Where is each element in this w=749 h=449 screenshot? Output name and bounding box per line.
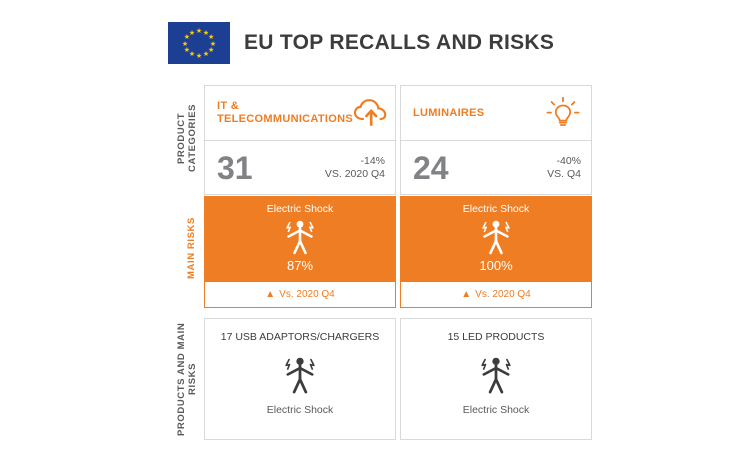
cloud-upload-icon — [353, 97, 389, 129]
main-risk-name: Electric Shock — [462, 203, 530, 215]
main-risk-name: Electric Shock — [266, 203, 334, 215]
product-card — [400, 318, 592, 440]
category-stats — [205, 141, 395, 195]
main-risk-band — [204, 196, 396, 282]
product-title: 17 USB ADAPTORS/CHARGERS — [220, 331, 380, 343]
electric-shock-icon — [285, 217, 315, 257]
category-delta-period: VS. Q4 — [547, 168, 581, 180]
main-risk-percentage: 100% — [479, 258, 513, 273]
page-title: EU TOP RECALLS AND RISKS — [244, 31, 555, 54]
category-delta-value: -14% — [360, 155, 385, 167]
electric-shock-icon — [284, 348, 316, 402]
eu-flag-icon: ★ ★ ★ ★ ★ ★ ★ ★ ★ ★ ★ ★ — [168, 22, 230, 64]
product-title: 15 LED PRODUCTS — [447, 331, 545, 343]
category-card — [204, 85, 396, 195]
category-delta-value: -40% — [556, 155, 581, 167]
category-count: 24 — [413, 150, 449, 186]
main-risk-percentage: 87% — [286, 258, 314, 273]
category-count: 31 — [217, 150, 253, 186]
header — [168, 22, 554, 64]
axis-label-products-and-main-risks: PRODUCTS AND MAIN RISKS — [176, 322, 198, 436]
category-delta-period: VS. 2020 Q4 — [324, 168, 385, 180]
trend-indicator — [400, 282, 592, 308]
arrow-up-icon: ▲ — [265, 288, 276, 300]
product-card — [204, 318, 396, 440]
electric-shock-icon — [481, 217, 511, 257]
category-name: LUMINAIRES — [413, 106, 485, 119]
category-name: IT & TELECOMMUNICATIONS — [217, 100, 353, 125]
axis-label-product-categories: PRODUCT CATEGORIES — [176, 103, 198, 173]
category-card — [400, 85, 592, 195]
trend-indicator — [204, 282, 396, 308]
light-bulb-icon — [545, 97, 581, 129]
arrow-up-icon: ▲ — [461, 288, 472, 300]
product-risk-name: Electric Shock — [462, 404, 530, 416]
axis-label-main-risks: MAIN RISKS — [186, 217, 197, 279]
trend-text: Vs. 2020 Q4 — [475, 289, 531, 300]
trend-text: Vs. 2020 Q4 — [279, 289, 335, 300]
category-stats — [401, 141, 591, 195]
product-risk-name: Electric Shock — [266, 404, 334, 416]
category-delta — [547, 155, 581, 181]
category-header — [205, 86, 395, 141]
category-delta — [325, 155, 385, 181]
main-risk-band — [400, 196, 592, 282]
electric-shock-icon — [480, 348, 512, 402]
category-header — [401, 86, 591, 141]
